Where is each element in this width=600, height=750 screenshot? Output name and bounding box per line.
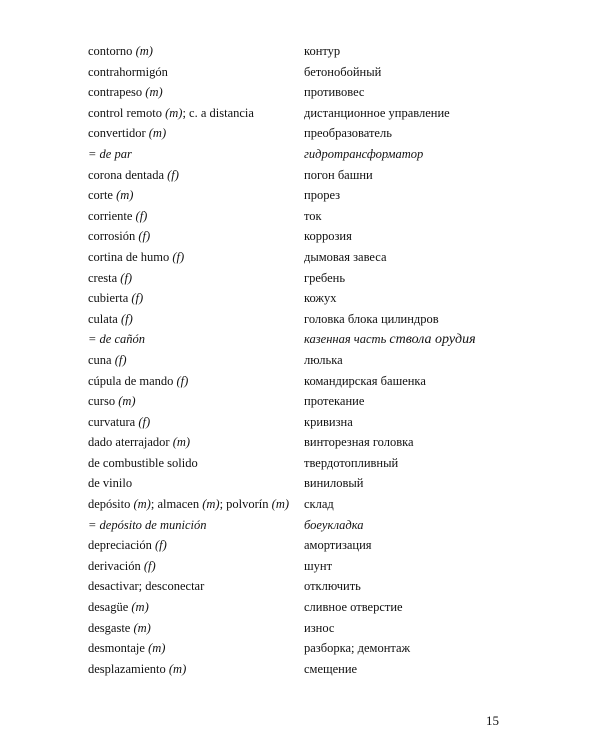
gender-marker: (f) — [114, 352, 127, 367]
term-text: = de par — [88, 146, 132, 161]
term-text: depreciación — [88, 538, 155, 553]
russian-translation — [304, 494, 334, 515]
translation-text: кожух — [304, 291, 337, 306]
gender-marker: (m) — [172, 435, 191, 450]
term-text: corriente — [88, 208, 136, 223]
translation-text: склад — [304, 497, 334, 512]
gender-marker: (m) — [133, 620, 151, 635]
term-text: corte — [88, 188, 117, 203]
russian-translation — [304, 288, 337, 309]
russian-translation — [304, 185, 340, 206]
term-text: desagüe — [88, 600, 132, 615]
glossary-entry — [88, 535, 528, 556]
gender-marker: (m) — [135, 44, 153, 58]
glossary-entry — [88, 556, 528, 577]
gender-marker: (f) — [176, 373, 189, 388]
spanish-term — [88, 247, 184, 268]
translation-text: шунт — [304, 558, 333, 573]
russian-translation — [304, 371, 426, 392]
gender-marker: (f) — [135, 208, 148, 223]
glossary-list — [88, 41, 528, 679]
russian-translation — [304, 391, 364, 412]
term-text: = depósito de munición — [88, 517, 207, 532]
russian-translation — [304, 165, 373, 186]
spanish-term — [88, 535, 167, 556]
glossary-entry — [88, 576, 528, 597]
glossary-entry — [88, 247, 528, 268]
translation-text: бетонобойный — [304, 64, 382, 79]
russian-translation — [304, 350, 343, 371]
russian-translation — [304, 412, 353, 433]
russian-translation — [304, 515, 364, 536]
translation-text: погон башни — [304, 167, 373, 182]
spanish-term — [88, 206, 147, 227]
term-text: ; almacen — [150, 497, 203, 512]
glossary-entry — [88, 473, 528, 494]
russian-translation — [304, 144, 423, 165]
spanish-term — [88, 556, 156, 577]
gender-marker: (f) — [120, 270, 133, 285]
term-text: contrapeso — [88, 85, 146, 100]
translation-text: твердотопливный — [304, 455, 399, 470]
term-text: desactivar; desconectar — [88, 579, 205, 594]
translation-text: ток — [304, 208, 322, 223]
glossary-entry — [88, 453, 528, 474]
russian-translation — [304, 453, 398, 474]
gender-marker: (m) — [165, 105, 183, 120]
term-text: convertidor — [88, 126, 149, 141]
spanish-term — [88, 268, 132, 289]
translation-text: гидротрансформатор — [304, 146, 424, 161]
spanish-term — [88, 103, 254, 124]
spanish-term — [88, 576, 204, 597]
russian-translation — [304, 432, 414, 453]
glossary-entry — [88, 515, 528, 536]
term-text: cúpula de mando — [88, 373, 177, 388]
spanish-term — [88, 309, 133, 330]
term-text: desmontaje — [88, 641, 149, 656]
glossary-entry — [88, 494, 528, 515]
translation-text: кривизна — [304, 414, 353, 429]
glossary-entry — [88, 391, 528, 412]
russian-translation — [304, 473, 363, 494]
page-number: 15 — [486, 713, 499, 728]
term-text: de combustible solido — [88, 455, 198, 470]
translation-text: люлька — [304, 352, 343, 367]
glossary-entry — [88, 144, 528, 165]
translation-text: преобразователь — [304, 126, 392, 141]
spanish-term — [88, 185, 133, 206]
term-text: corona dentada — [88, 167, 168, 182]
glossary-entry — [88, 268, 528, 289]
translation-text: коррозия — [304, 229, 352, 244]
term-text: derivación — [88, 558, 144, 573]
glossary-entry — [88, 618, 528, 639]
russian-translation — [304, 309, 439, 330]
term-text: = de cañón — [88, 332, 146, 347]
term-text: ; polvorín — [219, 497, 272, 512]
glossary-entry — [88, 82, 528, 103]
spanish-term — [88, 597, 149, 618]
term-text: cortina de humo — [88, 249, 173, 264]
spanish-term — [88, 226, 150, 247]
translation-text: винторезная головка — [304, 435, 414, 450]
spanish-term — [88, 371, 188, 392]
translation-text: командирская башенка — [304, 373, 426, 388]
subentry-term — [88, 144, 132, 165]
spanish-term — [88, 350, 127, 371]
gender-marker: (f) — [120, 311, 133, 326]
subentry-term — [88, 515, 207, 536]
translation-text: гребень — [304, 270, 346, 285]
glossary-entry — [88, 638, 528, 659]
translation-text: сливное отверстие — [304, 600, 403, 615]
russian-translation — [304, 576, 361, 597]
term-text: contorno — [88, 44, 136, 58]
russian-translation — [304, 41, 340, 62]
term-text: control remoto — [88, 105, 166, 120]
term-text: cubierta — [88, 291, 132, 306]
translation-text: боеукладка — [304, 517, 364, 532]
glossary-entry — [88, 41, 528, 62]
glossary-entry — [88, 226, 528, 247]
gender-marker: (f) — [154, 538, 167, 553]
spanish-term — [88, 659, 186, 680]
term-text: curso — [88, 394, 119, 409]
russian-translation — [304, 659, 357, 680]
gender-marker: (m) — [202, 497, 220, 512]
term-text: desplazamiento — [88, 661, 169, 676]
glossary-entry — [88, 288, 528, 309]
spanish-term — [88, 391, 136, 412]
spanish-term — [88, 618, 151, 639]
subentry-term — [88, 329, 145, 350]
spanish-term — [88, 638, 165, 659]
translation-text: ствола орудия — [389, 332, 476, 348]
glossary-entry — [88, 165, 528, 186]
spanish-term — [88, 473, 132, 494]
spanish-term — [88, 41, 153, 62]
glossary-entry — [88, 103, 528, 124]
russian-translation — [304, 618, 334, 639]
glossary-entry — [88, 597, 528, 618]
russian-translation — [304, 638, 410, 659]
translation-text: дымовая завеса — [304, 249, 387, 264]
spanish-term — [88, 62, 168, 83]
gender-marker: (f) — [167, 167, 179, 182]
spanish-term — [88, 165, 179, 186]
gender-marker: (m) — [148, 126, 167, 141]
spanish-term — [88, 82, 163, 103]
term-text: desgaste — [88, 620, 134, 635]
term-text: depósito — [88, 497, 134, 512]
translation-text: смещение — [304, 661, 358, 676]
spanish-term — [88, 494, 289, 515]
gender-marker: (f) — [172, 249, 185, 264]
glossary-entry — [88, 659, 528, 680]
gender-marker: (m) — [131, 600, 149, 615]
glossary-entry — [88, 412, 528, 433]
russian-translation — [304, 123, 392, 144]
glossary-entry — [88, 350, 528, 371]
gender-marker: (m) — [145, 85, 163, 100]
glossary-entry — [88, 123, 528, 144]
russian-translation — [304, 62, 381, 83]
translation-text: казенная часть — [304, 332, 390, 347]
russian-translation — [304, 535, 372, 556]
gender-marker: (m) — [271, 497, 290, 512]
term-text: cresta — [88, 270, 121, 285]
translation-text: разборка; демонтаж — [304, 641, 411, 656]
gender-marker: (m) — [148, 641, 166, 656]
gender-marker: (f) — [138, 229, 151, 244]
gender-marker: (f) — [131, 291, 144, 306]
spanish-term — [88, 123, 166, 144]
term-text: curvatura — [88, 414, 139, 429]
translation-text: противовес — [304, 85, 365, 100]
russian-translation — [304, 597, 403, 618]
term-text: contrahormigón — [88, 64, 168, 79]
spanish-term — [88, 288, 143, 309]
spanish-term — [88, 453, 198, 474]
translation-text: виниловый — [304, 476, 364, 491]
glossary-entry — [88, 432, 528, 453]
russian-translation — [304, 556, 332, 577]
term-text: culata — [88, 311, 121, 326]
russian-translation — [304, 103, 450, 124]
gender-marker: (m) — [118, 394, 136, 409]
translation-text: износ — [304, 620, 335, 635]
glossary-entry — [88, 206, 528, 227]
gender-marker: (m) — [168, 661, 187, 676]
russian-translation — [304, 82, 364, 103]
glossary-entry — [88, 185, 528, 206]
gender-marker: (f) — [138, 414, 151, 429]
translation-text: отключить — [304, 579, 361, 594]
translation-text: контур — [304, 44, 341, 58]
glossary-entry — [88, 329, 528, 350]
term-text: dado aterrajador — [88, 435, 173, 450]
translation-text: прорез — [304, 188, 341, 203]
gender-marker: (f) — [143, 558, 156, 573]
spanish-term — [88, 412, 150, 433]
translation-text: дистанционное управление — [304, 105, 450, 120]
term-text: de vinilo — [88, 476, 133, 491]
russian-translation — [304, 268, 345, 289]
russian-translation — [304, 247, 387, 268]
glossary-entry — [88, 62, 528, 83]
translation-text: протекание — [304, 394, 365, 409]
gender-marker: (m) — [116, 188, 134, 203]
russian-translation — [304, 206, 322, 227]
russian-translation — [304, 329, 476, 351]
translation-text: головка блока цилиндров — [304, 311, 439, 326]
gender-marker: (m) — [133, 497, 151, 512]
term-text: corrosión — [88, 229, 139, 244]
glossary-entry — [88, 371, 528, 392]
translation-text: амортизация — [304, 538, 372, 553]
russian-translation — [304, 226, 352, 247]
term-text: cuna — [88, 352, 115, 367]
spanish-term — [88, 432, 190, 453]
term-text: ; c. a distancia — [182, 105, 254, 120]
glossary-entry — [88, 309, 528, 330]
